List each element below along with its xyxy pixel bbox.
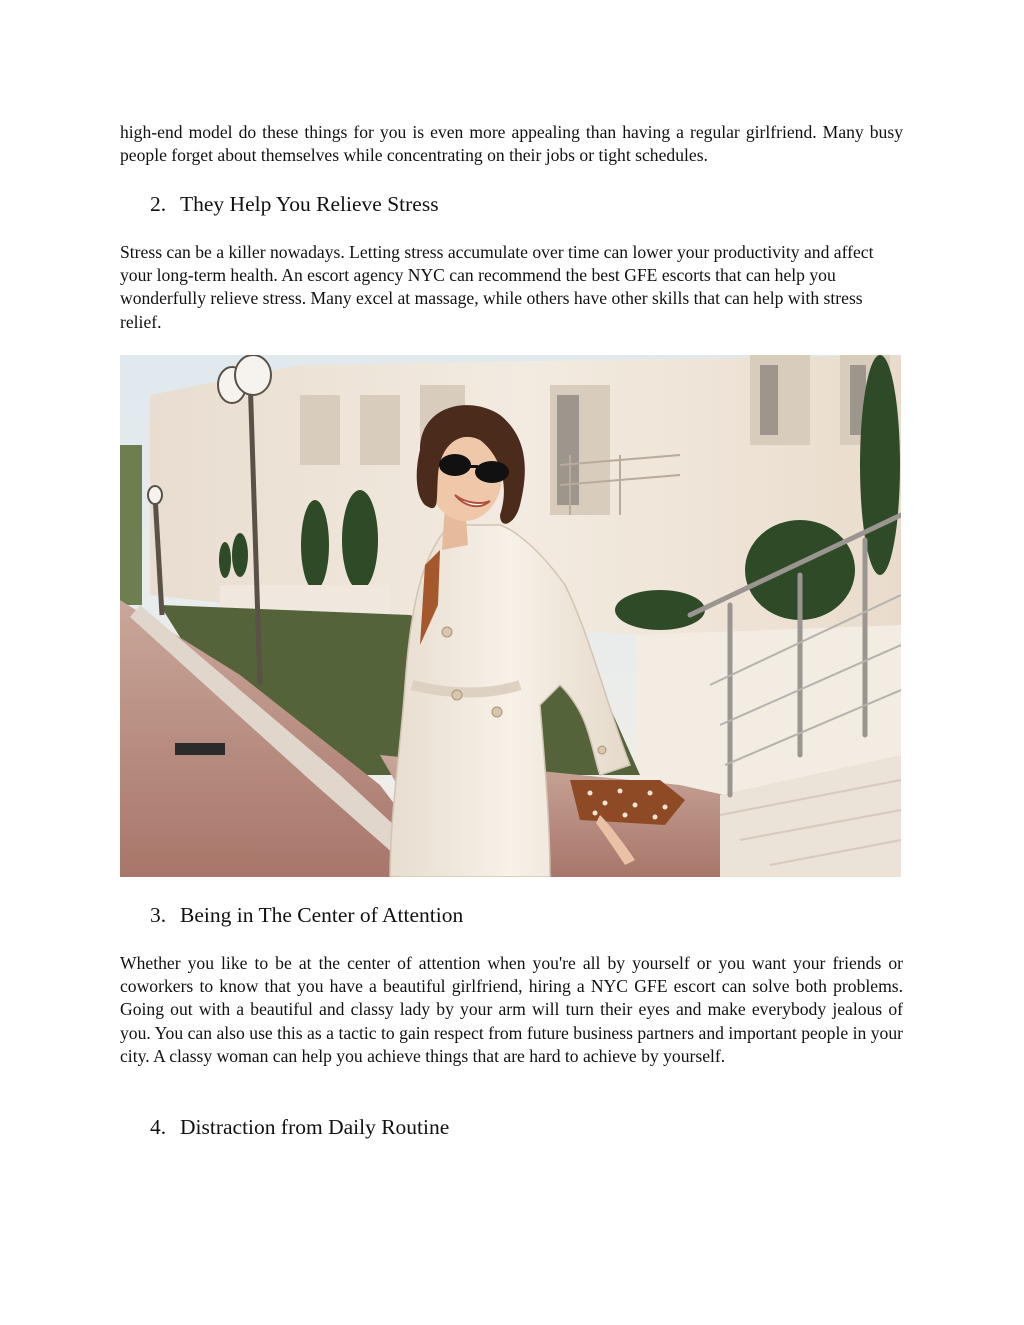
section-number: 2. — [150, 192, 167, 216]
stress-paragraph: Stress can be a killer nowadays. Letting stress accumulate over time can lower your productivity and affect your long-term health. An escort agency NYC can recommend the best GFE escorts that can help you wonderfully relieve stress. Many excel at massage, while others have other skills that can help with stress relief. — [120, 242, 874, 332]
section-heading-2 — [150, 191, 439, 217]
woman-photo — [120, 355, 901, 877]
section-heading-4 — [150, 1114, 449, 1140]
section-title: Distraction from Daily Routine — [180, 1115, 450, 1139]
section-number: 4. — [150, 1115, 167, 1139]
section-title: Being in The Center of Attention — [180, 903, 464, 927]
section-heading-3 — [150, 902, 463, 928]
attention-paragraph: Whether you like to be at the center of attention when you're all by yourself or you want your friends or coworkers to know that you have a beautiful girlfriend, hiring a NYC GFE escort can solve both problems. Going out with a beautiful and classy lady by your arm will turn their eyes and make everybody jealous of you. You can also use this as a tactic to gain respect from future business partners and important people in your city. A classy woman can help you achieve things that are hard to achieve by yourself. — [120, 953, 903, 1066]
section-title: They Help You Relieve Stress — [180, 192, 439, 216]
section-number: 3. — [150, 903, 167, 927]
intro-paragraph: high-end model do these things for you is even more appealing than having a regular girlfriend. Many busy people forget about themselves while concentrating on their jobs or tight schedules. — [120, 122, 903, 166]
